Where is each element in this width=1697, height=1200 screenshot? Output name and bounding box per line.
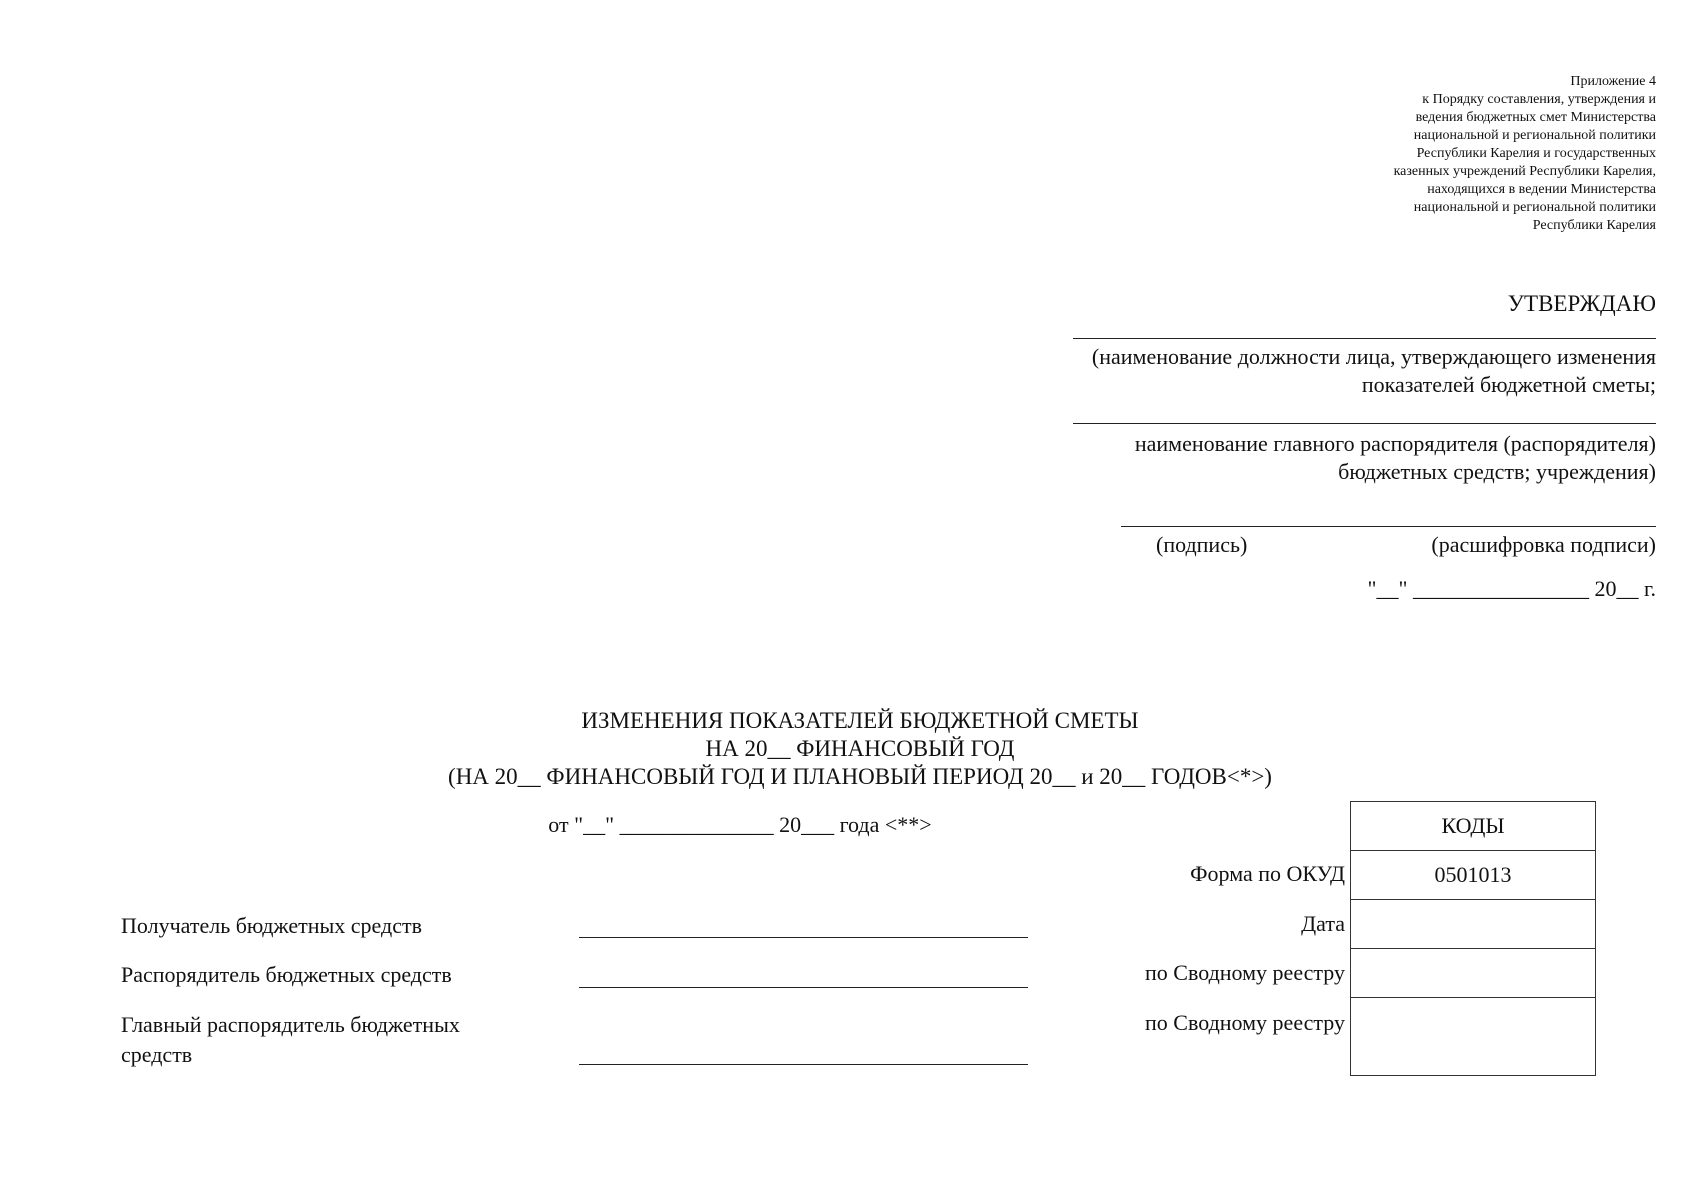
document-date-line[interactable]: от "__" ______________ 20___ года <**> (548, 812, 932, 837)
manager-fill-line[interactable] (579, 987, 1028, 988)
appendix-line: ведения бюджетных смет Министерства (1415, 110, 1656, 125)
registry-label-1: по Сводному реестру (1145, 960, 1345, 985)
codes-registry-row-1 (1351, 949, 1596, 998)
position-caption-1: (наименование должности лица, утверждающего изменения (1091, 344, 1656, 369)
manager-label: Распорядитель бюджетных средств (121, 962, 452, 987)
appendix-line: находящихся в ведении Министерства (1427, 182, 1656, 197)
codes-registry-row-2 (1351, 998, 1596, 1076)
chief-manager-label-line-2: средств (121, 1042, 193, 1067)
appendix-reference (1236, 73, 1656, 235)
appendix-line: к Порядку составления, утверждения и (1422, 92, 1656, 107)
signature-decoding-caption: (расшифровка подписи) (1431, 532, 1656, 557)
organization-caption-1: наименование главного распорядителя (распорядителя) (1134, 431, 1656, 456)
approval-date-line[interactable]: "__" ________________ 20__ г. (1367, 576, 1656, 601)
date-code-cell[interactable] (1351, 900, 1596, 949)
codes-table (1350, 801, 1596, 1076)
chief-manager-label (121, 1010, 460, 1070)
document-title-line-2: НА 20__ ФИНАНСОВЫЙ ГОД (705, 736, 1015, 761)
okud-label: Форма по ОКУД (1190, 861, 1345, 886)
registry-code-cell-1[interactable] (1351, 949, 1596, 998)
codes-header-row (1351, 802, 1596, 851)
chief-manager-label-line-1: Главный распорядитель бюджетных (121, 1012, 460, 1037)
organization-caption-2: бюджетных средств; учреждения) (1338, 459, 1656, 484)
document-title (380, 707, 1340, 791)
registry-code-cell-2[interactable] (1351, 998, 1596, 1076)
appendix-line: Республики Карелия и государственных (1416, 146, 1656, 161)
appendix-line: Приложение 4 (1570, 74, 1656, 89)
registry-label-2: по Сводному реестру (1145, 1010, 1345, 1035)
signature-captions (1136, 531, 1656, 559)
okud-code-cell[interactable]: 0501013 (1351, 851, 1596, 900)
date-code-label: Дата (1301, 911, 1345, 936)
document-title-line-1: ИЗМЕНЕНИЯ ПОКАЗАТЕЛЕЙ БЮДЖЕТНОЙ СМЕТЫ (581, 708, 1139, 733)
signature-fill-line[interactable] (1121, 526, 1656, 527)
appendix-line: Республики Карелия (1532, 218, 1656, 233)
codes-okud-row (1351, 851, 1596, 900)
appendix-line: национальной и региональной политики (1413, 128, 1656, 143)
recipient-label: Получатель бюджетных средств (121, 913, 422, 938)
recipient-fill-line[interactable] (579, 937, 1028, 938)
position-fill-line[interactable] (1073, 338, 1656, 339)
position-caption-2: показателей бюджетной сметы; (1361, 372, 1656, 397)
approval-block (896, 290, 1656, 603)
organization-fill-line[interactable] (1073, 423, 1656, 424)
appendix-line: национальной и региональной политики (1413, 200, 1656, 215)
approval-title: УТВЕРЖДАЮ (1507, 291, 1656, 316)
appendix-line: казенных учреждений Республики Карелия, (1393, 164, 1656, 179)
signature-caption: (подпись) (1156, 532, 1248, 557)
chief-manager-fill-line[interactable] (579, 1064, 1028, 1065)
codes-date-row (1351, 900, 1596, 949)
document-title-line-3: (НА 20__ ФИНАНСОВЫЙ ГОД И ПЛАНОВЫЙ ПЕРИОД 20__ и 20__ ГОДОВ<*>) (448, 764, 1272, 789)
codes-header: КОДЫ (1351, 802, 1596, 851)
